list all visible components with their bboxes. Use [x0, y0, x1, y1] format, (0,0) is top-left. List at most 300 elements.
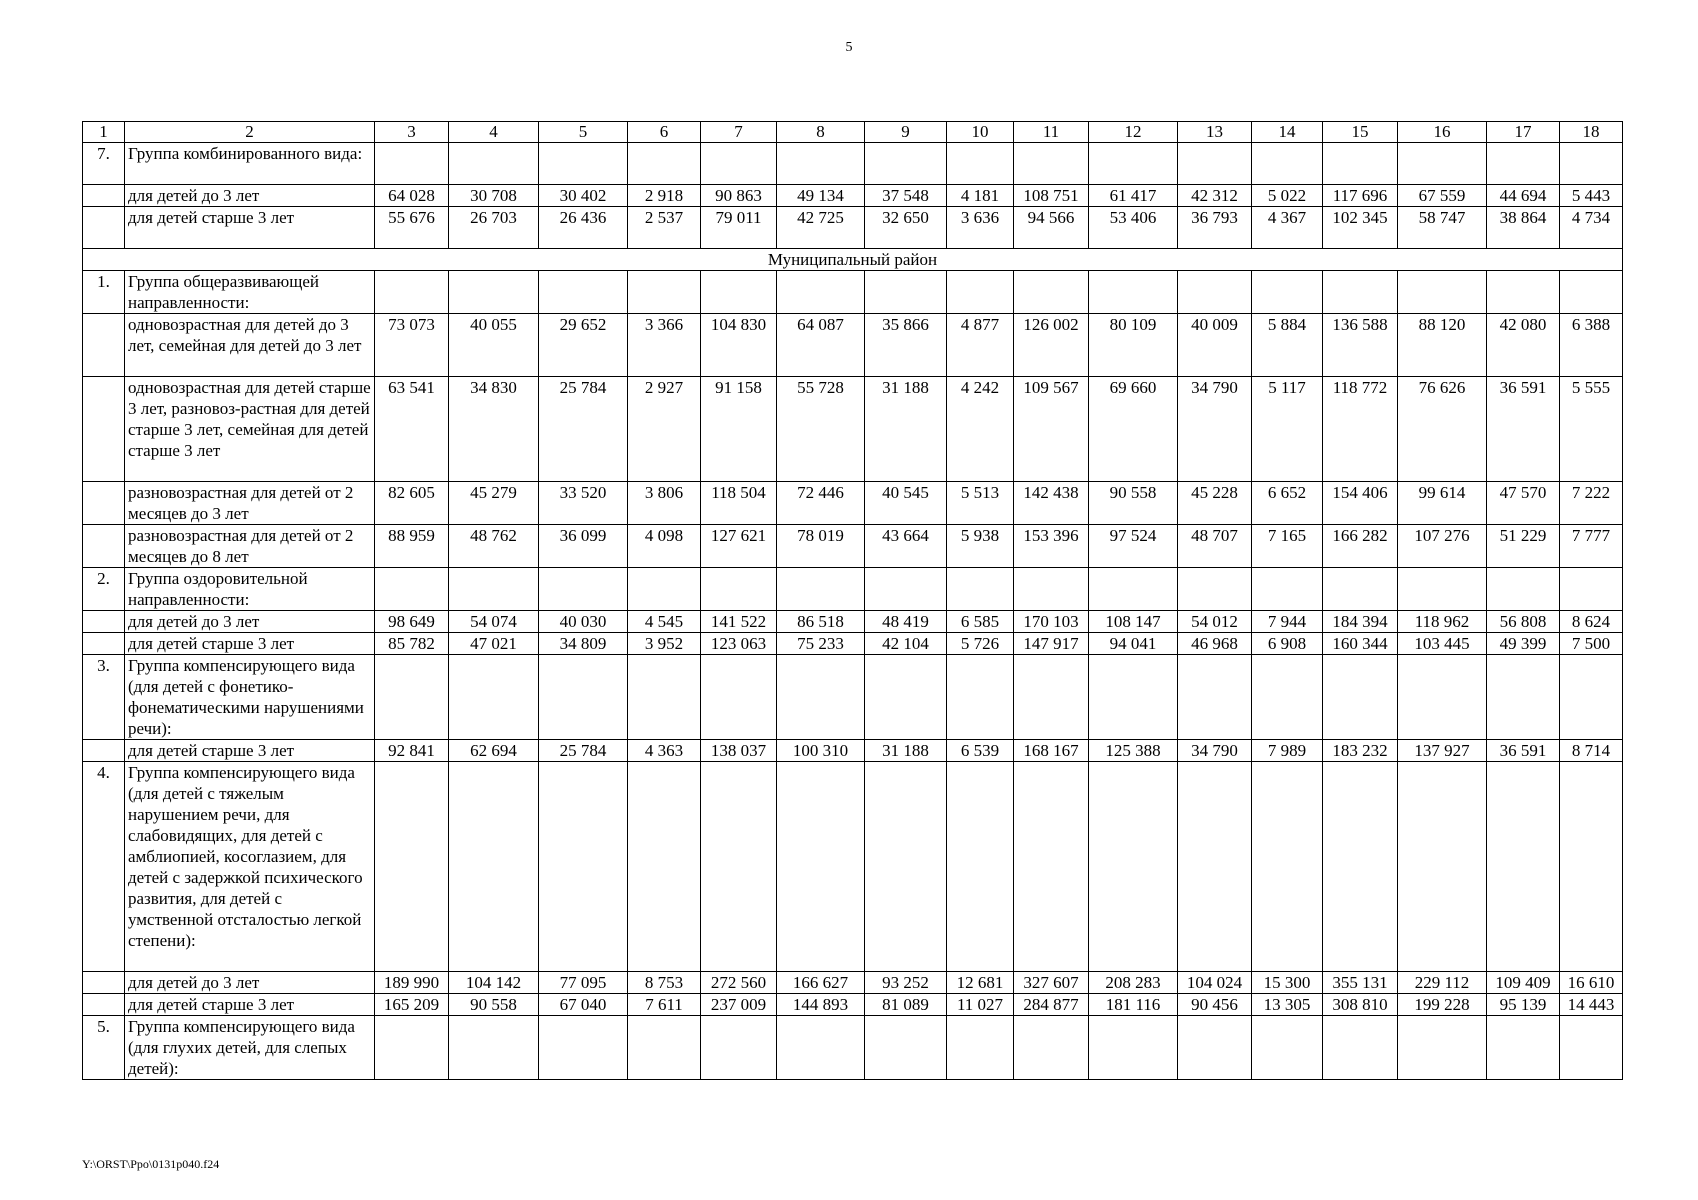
value-cell [1487, 568, 1560, 611]
value-cell [1089, 568, 1178, 611]
value-cell [1323, 1016, 1398, 1080]
value-cell [1323, 762, 1398, 972]
value-cell [1560, 1016, 1623, 1080]
value-cell: 35 866 [865, 314, 947, 377]
value-cell: 26 436 [539, 207, 628, 249]
value-cell [1323, 655, 1398, 740]
value-cell: 4 734 [1560, 207, 1623, 249]
row-label: Группа компенсирующего вида (для детей с тяжелым нарушением речи, для слабовидящих, для детей с амблиопией, косоглазием, для детей с задержкой психического развития, для детей с умственной отсталостью легкой степени): [125, 762, 375, 972]
value-cell: 48 707 [1178, 525, 1252, 568]
value-cell: 93 252 [865, 972, 947, 994]
value-cell: 5 443 [1560, 185, 1623, 207]
table-row [83, 377, 1623, 482]
value-cell: 55 676 [375, 207, 449, 249]
value-cell [628, 1016, 701, 1080]
column-header: 16 [1398, 122, 1487, 143]
value-cell: 63 541 [375, 377, 449, 482]
value-cell: 34 809 [539, 633, 628, 655]
value-cell: 4 181 [947, 185, 1014, 207]
value-cell [1014, 1016, 1089, 1080]
value-cell [777, 568, 865, 611]
value-cell [701, 568, 777, 611]
group-row [83, 143, 1623, 185]
value-cell: 104 142 [449, 972, 539, 994]
value-cell: 40 030 [539, 611, 628, 633]
value-cell: 4 242 [947, 377, 1014, 482]
value-cell [1560, 655, 1623, 740]
value-cell: 136 588 [1323, 314, 1398, 377]
row-number [83, 314, 125, 377]
value-cell: 104 830 [701, 314, 777, 377]
value-cell [1398, 762, 1487, 972]
value-cell [539, 271, 628, 314]
group-row [83, 568, 1623, 611]
value-cell: 45 228 [1178, 482, 1252, 525]
value-cell: 327 607 [1014, 972, 1089, 994]
value-cell: 90 558 [1089, 482, 1178, 525]
value-cell [947, 568, 1014, 611]
value-cell: 94 566 [1014, 207, 1089, 249]
value-cell: 25 784 [539, 740, 628, 762]
value-cell: 43 664 [865, 525, 947, 568]
value-cell [1487, 655, 1560, 740]
value-cell [1560, 762, 1623, 972]
value-cell: 90 456 [1178, 994, 1252, 1016]
value-cell: 51 229 [1487, 525, 1560, 568]
value-cell [449, 143, 539, 185]
value-cell: 40 009 [1178, 314, 1252, 377]
value-cell: 31 188 [865, 377, 947, 482]
value-cell: 4 367 [1252, 207, 1323, 249]
value-cell: 3 636 [947, 207, 1014, 249]
value-cell: 166 627 [777, 972, 865, 994]
value-cell: 181 116 [1089, 994, 1178, 1016]
value-cell: 64 087 [777, 314, 865, 377]
value-cell: 154 406 [1323, 482, 1398, 525]
value-cell: 3 952 [628, 633, 701, 655]
value-cell [1178, 568, 1252, 611]
value-cell: 2 918 [628, 185, 701, 207]
value-cell: 14 443 [1560, 994, 1623, 1016]
value-cell: 91 158 [701, 377, 777, 482]
row-number: 4. [83, 762, 125, 972]
column-header: 13 [1178, 122, 1252, 143]
value-cell: 76 626 [1398, 377, 1487, 482]
value-cell: 4 098 [628, 525, 701, 568]
value-cell: 102 345 [1323, 207, 1398, 249]
row-number: 3. [83, 655, 125, 740]
value-cell: 165 209 [375, 994, 449, 1016]
value-cell [865, 655, 947, 740]
value-cell: 126 002 [1014, 314, 1089, 377]
value-cell [1323, 143, 1398, 185]
column-header: 4 [449, 122, 539, 143]
value-cell: 98 649 [375, 611, 449, 633]
column-header: 6 [628, 122, 701, 143]
value-cell: 7 989 [1252, 740, 1323, 762]
value-cell [1089, 143, 1178, 185]
value-cell: 117 696 [1323, 185, 1398, 207]
value-cell: 86 518 [777, 611, 865, 633]
value-cell [375, 1016, 449, 1080]
row-number: 7. [83, 143, 125, 185]
value-cell: 5 884 [1252, 314, 1323, 377]
value-cell [628, 271, 701, 314]
column-header: 12 [1089, 122, 1178, 143]
value-cell [947, 762, 1014, 972]
value-cell [539, 568, 628, 611]
value-cell: 99 614 [1398, 482, 1487, 525]
value-cell [628, 655, 701, 740]
table-row [83, 611, 1623, 633]
row-label: для детей до 3 лет [125, 972, 375, 994]
value-cell [1178, 271, 1252, 314]
table-row [83, 314, 1623, 377]
value-cell: 6 388 [1560, 314, 1623, 377]
value-cell [947, 143, 1014, 185]
value-cell: 16 610 [1560, 972, 1623, 994]
value-cell [1560, 568, 1623, 611]
value-cell: 108 751 [1014, 185, 1089, 207]
value-cell [1252, 655, 1323, 740]
value-cell [1252, 271, 1323, 314]
value-cell: 36 591 [1487, 377, 1560, 482]
value-cell: 3 366 [628, 314, 701, 377]
row-label: Группа компенсирующего вида (для детей с фонетико-фонематическими нарушениями речи): [125, 655, 375, 740]
value-cell: 61 417 [1089, 185, 1178, 207]
value-cell: 34 790 [1178, 740, 1252, 762]
value-cell: 42 104 [865, 633, 947, 655]
tariff-table [82, 121, 1623, 1080]
column-header: 3 [375, 122, 449, 143]
value-cell [947, 271, 1014, 314]
value-cell: 237 009 [701, 994, 777, 1016]
value-cell [865, 1016, 947, 1080]
value-cell: 141 522 [701, 611, 777, 633]
row-label: Группа оздоровительной направленности: [125, 568, 375, 611]
value-cell [628, 762, 701, 972]
value-cell: 6 652 [1252, 482, 1323, 525]
value-cell [1398, 271, 1487, 314]
value-cell: 34 790 [1178, 377, 1252, 482]
value-cell [1487, 271, 1560, 314]
value-cell: 7 777 [1560, 525, 1623, 568]
value-cell [1089, 271, 1178, 314]
value-cell [1089, 1016, 1178, 1080]
value-cell: 5 022 [1252, 185, 1323, 207]
group-row [83, 271, 1623, 314]
row-number: 1. [83, 271, 125, 314]
value-cell: 36 793 [1178, 207, 1252, 249]
value-cell: 44 694 [1487, 185, 1560, 207]
value-cell: 8 714 [1560, 740, 1623, 762]
value-cell [449, 568, 539, 611]
value-cell: 2 537 [628, 207, 701, 249]
column-header: 15 [1323, 122, 1398, 143]
value-cell [701, 762, 777, 972]
value-cell: 97 524 [1089, 525, 1178, 568]
value-cell: 109 567 [1014, 377, 1089, 482]
value-cell: 160 344 [1323, 633, 1398, 655]
column-header: 8 [777, 122, 865, 143]
value-cell: 55 728 [777, 377, 865, 482]
value-cell: 184 394 [1323, 611, 1398, 633]
row-number [83, 185, 125, 207]
value-cell: 7 500 [1560, 633, 1623, 655]
value-cell: 4 877 [947, 314, 1014, 377]
group-row [83, 1016, 1623, 1080]
value-cell: 90 863 [701, 185, 777, 207]
value-cell: 64 028 [375, 185, 449, 207]
value-cell [449, 271, 539, 314]
row-label: для детей до 3 лет [125, 611, 375, 633]
value-cell: 94 041 [1089, 633, 1178, 655]
row-label: Группа комбинированного вида: [125, 143, 375, 185]
value-cell: 272 560 [701, 972, 777, 994]
value-cell [865, 762, 947, 972]
row-number [83, 611, 125, 633]
value-cell [865, 143, 947, 185]
value-cell: 67 559 [1398, 185, 1487, 207]
value-cell: 67 040 [539, 994, 628, 1016]
value-cell: 42 725 [777, 207, 865, 249]
column-header: 1 [83, 122, 125, 143]
value-cell [539, 762, 628, 972]
value-cell: 53 406 [1089, 207, 1178, 249]
value-cell: 30 708 [449, 185, 539, 207]
value-cell: 88 959 [375, 525, 449, 568]
column-header: 18 [1560, 122, 1623, 143]
column-header: 7 [701, 122, 777, 143]
table-row [83, 994, 1623, 1016]
value-cell: 5 513 [947, 482, 1014, 525]
value-cell [701, 655, 777, 740]
value-cell: 77 095 [539, 972, 628, 994]
value-cell [1560, 143, 1623, 185]
value-cell: 36 591 [1487, 740, 1560, 762]
value-cell [1252, 143, 1323, 185]
value-cell: 355 131 [1323, 972, 1398, 994]
row-label: Группа компенсирующего вида (для глухих детей, для слепых детей): [125, 1016, 375, 1080]
value-cell: 46 968 [1178, 633, 1252, 655]
value-cell [1014, 655, 1089, 740]
value-cell: 142 438 [1014, 482, 1089, 525]
value-cell: 45 279 [449, 482, 539, 525]
value-cell [1178, 655, 1252, 740]
value-cell: 75 233 [777, 633, 865, 655]
row-number: 5. [83, 1016, 125, 1080]
value-cell: 81 089 [865, 994, 947, 1016]
value-cell [701, 143, 777, 185]
value-cell: 88 120 [1398, 314, 1487, 377]
row-number [83, 482, 125, 525]
row-label: для детей старше 3 лет [125, 740, 375, 762]
value-cell [1178, 1016, 1252, 1080]
value-cell: 47 570 [1487, 482, 1560, 525]
value-cell [1323, 568, 1398, 611]
value-cell: 49 134 [777, 185, 865, 207]
value-cell: 208 283 [1089, 972, 1178, 994]
group-row [83, 762, 1623, 972]
value-cell: 7 222 [1560, 482, 1623, 525]
value-cell [865, 271, 947, 314]
row-label: для детей до 3 лет [125, 185, 375, 207]
value-cell: 5 555 [1560, 377, 1623, 482]
value-cell: 7 611 [628, 994, 701, 1016]
row-number: 2. [83, 568, 125, 611]
value-cell [1252, 568, 1323, 611]
value-cell [701, 1016, 777, 1080]
section-title: Муниципальный район [83, 249, 1623, 271]
value-cell [375, 655, 449, 740]
value-cell: 82 605 [375, 482, 449, 525]
value-cell [1014, 568, 1089, 611]
value-cell [777, 762, 865, 972]
value-cell [777, 143, 865, 185]
table-row [83, 185, 1623, 207]
value-cell: 284 877 [1014, 994, 1089, 1016]
value-cell [701, 271, 777, 314]
value-cell: 147 917 [1014, 633, 1089, 655]
value-cell: 4 545 [628, 611, 701, 633]
value-cell: 108 147 [1089, 611, 1178, 633]
table-body [83, 122, 1623, 1080]
row-label: Группа общеразвивающей направленности: [125, 271, 375, 314]
row-number [83, 740, 125, 762]
value-cell: 40 545 [865, 482, 947, 525]
value-cell: 38 864 [1487, 207, 1560, 249]
column-header: 10 [947, 122, 1014, 143]
table-row [83, 633, 1623, 655]
value-cell: 123 063 [701, 633, 777, 655]
value-cell: 183 232 [1323, 740, 1398, 762]
value-cell: 5 726 [947, 633, 1014, 655]
value-cell: 8 624 [1560, 611, 1623, 633]
column-header: 14 [1252, 122, 1323, 143]
value-cell [1487, 143, 1560, 185]
value-cell [1089, 762, 1178, 972]
value-cell: 8 753 [628, 972, 701, 994]
value-cell [539, 655, 628, 740]
value-cell: 107 276 [1398, 525, 1487, 568]
value-cell: 103 445 [1398, 633, 1487, 655]
header-row [83, 122, 1623, 143]
row-label: для детей старше 3 лет [125, 207, 375, 249]
value-cell: 73 073 [375, 314, 449, 377]
value-cell: 31 188 [865, 740, 947, 762]
column-header: 5 [539, 122, 628, 143]
value-cell: 170 103 [1014, 611, 1089, 633]
value-cell [1398, 143, 1487, 185]
value-cell: 109 409 [1487, 972, 1560, 994]
value-cell: 138 037 [701, 740, 777, 762]
value-cell [1560, 271, 1623, 314]
row-label: для детей старше 3 лет [125, 994, 375, 1016]
value-cell: 199 228 [1398, 994, 1487, 1016]
value-cell: 33 520 [539, 482, 628, 525]
value-cell: 42 080 [1487, 314, 1560, 377]
value-cell [449, 762, 539, 972]
row-label: разновозрастная для детей от 2 месяцев до 3 лет [125, 482, 375, 525]
value-cell: 6 585 [947, 611, 1014, 633]
value-cell: 153 396 [1014, 525, 1089, 568]
value-cell [375, 271, 449, 314]
value-cell [947, 1016, 1014, 1080]
value-cell [1014, 762, 1089, 972]
value-cell: 90 558 [449, 994, 539, 1016]
value-cell: 6 908 [1252, 633, 1323, 655]
value-cell [1398, 1016, 1487, 1080]
row-number [83, 525, 125, 568]
value-cell [1178, 143, 1252, 185]
page-number: 5 [845, 40, 853, 55]
row-number [83, 207, 125, 249]
value-cell [1014, 143, 1089, 185]
value-cell [1323, 271, 1398, 314]
value-cell: 144 893 [777, 994, 865, 1016]
value-cell [449, 655, 539, 740]
value-cell: 3 806 [628, 482, 701, 525]
footer-file-path: Y:\ORST\Ppo\0131p040.f24 [82, 1157, 220, 1171]
value-cell: 48 419 [865, 611, 947, 633]
value-cell: 49 399 [1487, 633, 1560, 655]
value-cell: 166 282 [1323, 525, 1398, 568]
row-label: для детей старше 3 лет [125, 633, 375, 655]
value-cell [628, 568, 701, 611]
value-cell: 42 312 [1178, 185, 1252, 207]
value-cell: 62 694 [449, 740, 539, 762]
group-row [83, 655, 1623, 740]
value-cell: 118 504 [701, 482, 777, 525]
value-cell: 127 621 [701, 525, 777, 568]
value-cell [375, 568, 449, 611]
value-cell: 229 112 [1398, 972, 1487, 994]
table-row [83, 740, 1623, 762]
value-cell: 54 012 [1178, 611, 1252, 633]
value-cell [539, 143, 628, 185]
value-cell [539, 1016, 628, 1080]
value-cell [1089, 655, 1178, 740]
table-row [83, 525, 1623, 568]
value-cell: 54 074 [449, 611, 539, 633]
value-cell: 7 165 [1252, 525, 1323, 568]
value-cell [1178, 762, 1252, 972]
value-cell: 29 652 [539, 314, 628, 377]
row-label: одновозрастная для детей до 3 лет, семейная для детей до 3 лет [125, 314, 375, 377]
table-row [83, 482, 1623, 525]
value-cell: 308 810 [1323, 994, 1398, 1016]
value-cell [449, 1016, 539, 1080]
table-row [83, 972, 1623, 994]
value-cell: 12 681 [947, 972, 1014, 994]
value-cell: 125 388 [1089, 740, 1178, 762]
value-cell [375, 762, 449, 972]
value-cell: 137 927 [1398, 740, 1487, 762]
value-cell: 5 938 [947, 525, 1014, 568]
value-cell: 100 310 [777, 740, 865, 762]
value-cell [1487, 762, 1560, 972]
value-cell: 85 782 [375, 633, 449, 655]
value-cell [777, 1016, 865, 1080]
row-number [83, 633, 125, 655]
value-cell: 168 167 [1014, 740, 1089, 762]
value-cell: 37 548 [865, 185, 947, 207]
value-cell: 72 446 [777, 482, 865, 525]
value-cell: 80 109 [1089, 314, 1178, 377]
value-cell: 5 117 [1252, 377, 1323, 482]
value-cell: 104 024 [1178, 972, 1252, 994]
value-cell [628, 143, 701, 185]
